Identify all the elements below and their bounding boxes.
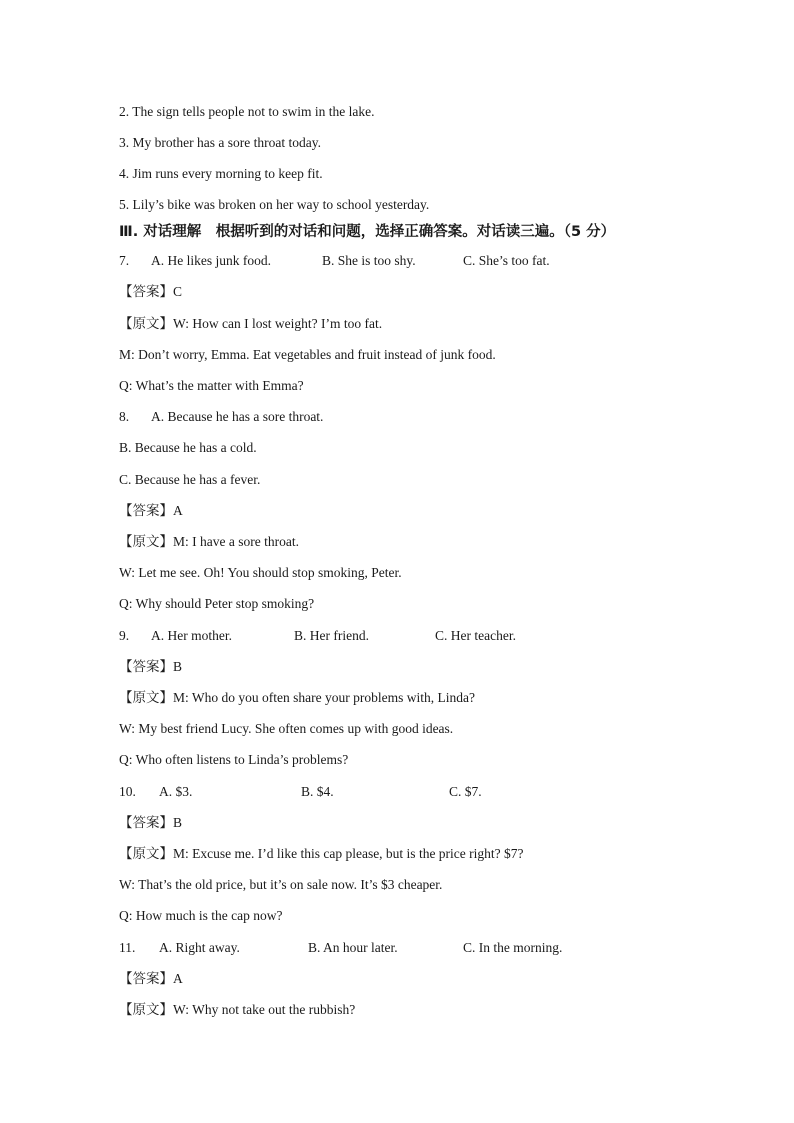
question-number: 7.: [119, 253, 130, 268]
option-b: B. An hour later.: [308, 940, 398, 955]
option-c: C. $7.: [449, 784, 482, 799]
script-10-line-3: Q: How much is the cap now?: [119, 908, 283, 923]
script-9-line-1: 【原文】M: Who do you often share your problems with, Linda?: [119, 690, 475, 705]
option-b: B. She is too shy.: [322, 253, 416, 268]
answer-8: 【答案】A: [119, 503, 183, 518]
question-number: 10.: [119, 784, 136, 799]
script-8-line-2: W: Let me see. Oh! You should stop smoking, Peter.: [119, 565, 402, 580]
intro-line-5: 5. Lily’s bike was broken on her way to school yesterday.: [119, 197, 430, 212]
script-9-line-2: W: My best friend Lucy. She often comes up with good ideas.: [119, 721, 454, 736]
question-8-option-b: B. Because he has a cold.: [119, 440, 257, 455]
option-c: C. In the morning.: [463, 940, 563, 955]
option-a: A. He likes junk food.: [151, 253, 271, 268]
answer-11: 【答案】A: [119, 971, 183, 986]
script-10-line-1: 【原文】M: Excuse me. I’d like this cap please, but is the price right? $7?: [119, 846, 524, 861]
question-10: [119, 783, 482, 801]
question-9: [119, 627, 516, 645]
question-8: [119, 408, 324, 426]
question-number: 8.: [119, 409, 130, 424]
intro-line-2: 2. The sign tells people not to swim in the lake.: [119, 104, 375, 119]
option-a: A. Because he has a sore throat.: [151, 409, 324, 424]
answer-9: 【答案】B: [119, 659, 183, 674]
option-b: B. $4.: [301, 784, 334, 799]
question-7: [119, 252, 550, 270]
option-a: A. Her mother.: [151, 628, 232, 643]
script-9-line-3: Q: Who often listens to Linda’s problems?: [119, 752, 349, 767]
answer-7: 【答案】C: [119, 284, 183, 299]
script-10-line-2: W: That’s the old price, but it’s on sale now. It’s $3 cheaper.: [119, 877, 443, 892]
option-c: C. She’s too fat.: [463, 253, 550, 268]
question-8-option-c: C. Because he has a fever.: [119, 472, 261, 487]
script-8-line-3: Q: Why should Peter stop smoking?: [119, 596, 315, 611]
intro-line-4: 4. Jim runs every morning to keep fit.: [119, 166, 323, 181]
option-c: C. Her teacher.: [435, 628, 516, 643]
answer-10: 【答案】B: [119, 815, 183, 830]
question-number: 11.: [119, 940, 136, 955]
question-11: [119, 939, 563, 957]
script-7-line-3: Q: What’s the matter with Emma?: [119, 378, 304, 393]
option-b: B. Her friend.: [294, 628, 369, 643]
intro-line-3: 3. My brother has a sore throat today.: [119, 135, 321, 150]
script-7-line-2: M: Don’t worry, Emma. Eat vegetables and fruit instead of junk food.: [119, 347, 496, 362]
option-a: A. $3.: [159, 784, 193, 799]
script-7-line-1: 【原文】W: How can I lost weight? I’m too fat.: [119, 316, 383, 331]
question-number: 9.: [119, 628, 130, 643]
script-11-line-1: 【原文】W: Why not take out the rubbish?: [119, 1002, 356, 1017]
script-8-line-1: 【原文】M: I have a sore throat.: [119, 534, 299, 549]
section-heading: Ⅲ. 对话理解 根据听到的对话和问题，选择正确答案。对话读三遍。（5 分）: [119, 224, 616, 240]
option-a: A. Right away.: [159, 940, 240, 955]
